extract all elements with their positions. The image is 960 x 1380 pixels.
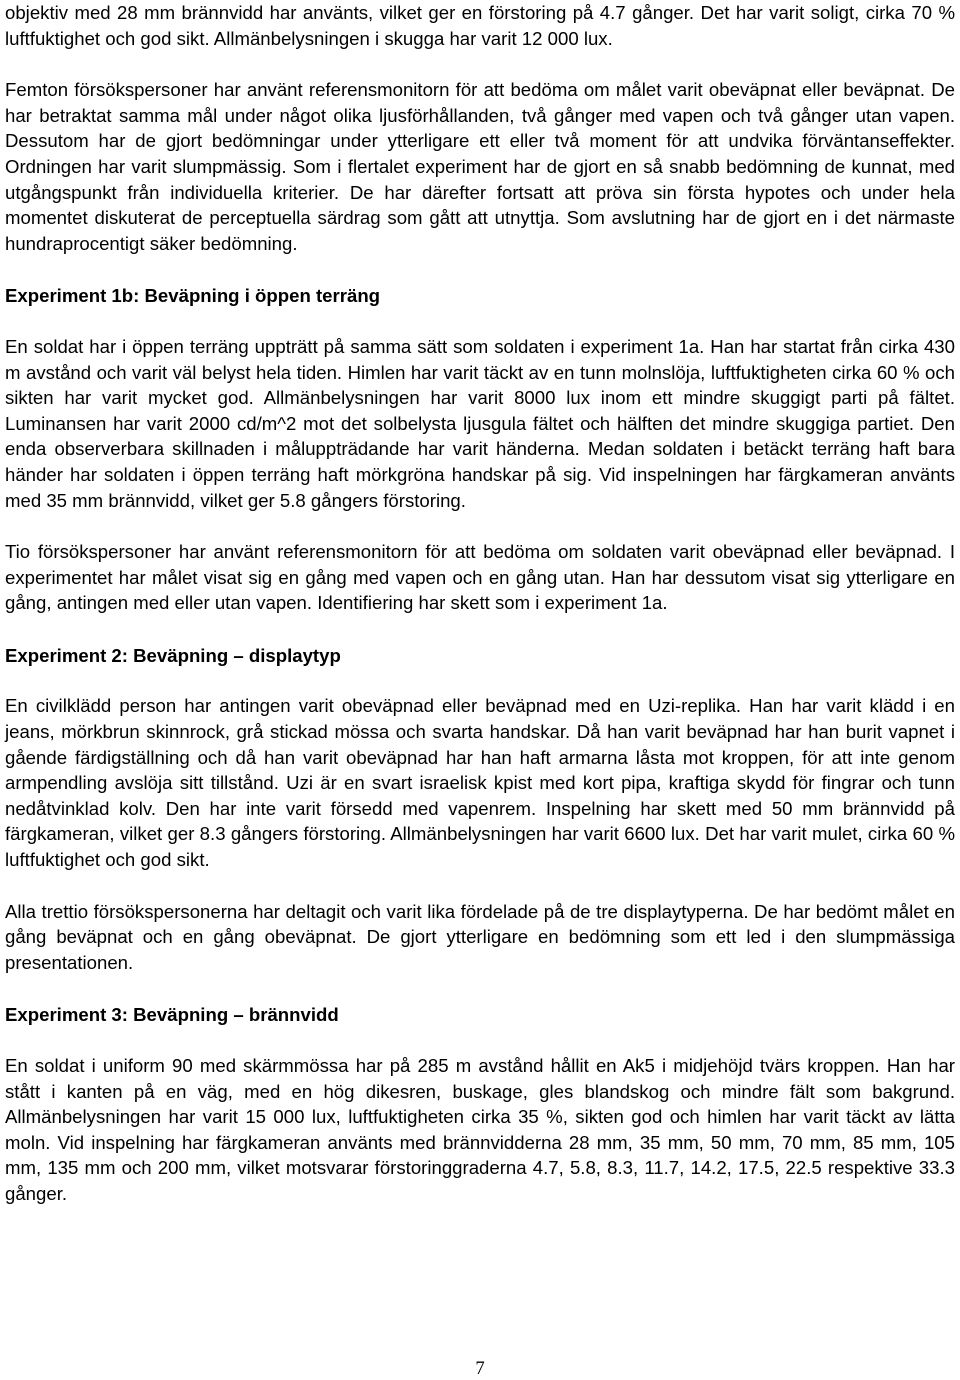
paragraph-exp1b-1: En soldat har i öppen terräng uppträtt på samma sätt som soldaten i experiment 1a. Han har startat från cirka 430 m avstånd och varit väl belyst hela tiden. Himlen har varit täckt av en tunn molnslöja, luftfuktigheten cirka 60 % och sikten har varit mycket god. Allmänbelysningen har varit 8000 lux inom ett mindre skuggigt parti på fältet. Luminansen har varit 2000 cd/m^2 mot det solbelysta ljusgula fältet och hälften det mindre skuggiga partiet. Den enda observerbara skillnaden i måluppträdande har varit händerna. Medan soldaten i betäckt terräng haft bara händer har soldaten i öppen terräng haft mörkgröna handskar på sig. Vid inspelningen har färgkameran använts med 35 mm brännvidd, vilket ger 5.8 gångers förstoring. bbox=[5, 335, 955, 511]
paragraph-intro-2: Femton försökspersoner har använt referensmonitorn för att bedöma om målet varit obeväpnat eller beväpnat. De har betraktat samma mål under något olika ljusförhållanden, två gånger med vapen och två gånger utan vapen. Dessutom har de gjort bedömningar under ytterligare ett eller två moment för att undvika förväntanseffekter. Ordningen har varit slumpmässig. Som i flertalet experiment har de gjort en så snabb bedömning de kunnat, med utgångspunkt från individuella kriterier. De har därefter fortsatt att pröva sin första hypotes och under hela momentet diskuterat de perceptuella särdrag som gått att utnyttja. Som avslutning har de gjort en i det närmaste hundraprocentigt säker bedömning. bbox=[5, 79, 955, 254]
heading-experiment-3: Experiment 3: Beväpning – brännvidd bbox=[5, 1004, 339, 1026]
paragraph-intro-1: objektiv med 28 mm brännvidd har använts, vilket ger en förstoring på 4.7 gånger. Det har varit soligt, cirka 70 % luftfuktighet och god sikt. Allmänbelysningen i skugga har varit 12 000 lux. bbox=[5, 2, 955, 49]
heading-experiment-2: Experiment 2: Beväpning – displaytyp bbox=[5, 644, 341, 666]
paragraph-exp1b-2: Tio försökspersoner har använt referensmonitorn för att bedöma om soldaten varit obeväpnad eller beväpnad. I experimentet har målet visat sig en gång med vapen och en gång utan. Han har dessutom visat sig ytterligare en gång, antingen med eller utan vapen. Identifiering har skett som i experiment 1a. bbox=[5, 541, 955, 614]
paragraph-exp2-2: Alla trettio försökspersonerna har deltagit och varit lika fördelade på de tre displaytyperna. De har bedömt målet en gång beväpnat och en gång obeväpnat. De gjort ytterligare en bedömning som ett led i den slumpmässiga presentationen. bbox=[5, 900, 955, 973]
paragraph-exp2-1: En civilklädd person har antingen varit obeväpnad eller beväpnad med en Uzi-replika. Han har varit klädd i en jeans, mörkbrun skinnrock, grå stickad mössa och svarta handskar. Då han varit beväpnad har han burit vapnet i gående färdigställning och då han varit obeväpnad har han haft armarna låsta mot kroppen, för att inte genom armpendling avslöja sitt tillstånd. Uzi är en svart israelisk kpist med kort pipa, kraftiga skydd för fingrar och tunn nedåtvinklad kolv. Den har inte varit försedd med vapenrem. Inspelning har skett med 50 mm brännvidd på färgkameran, vilket ger 8.3 gångers förstoring. Allmänbelysningen har varit 6600 lux. Det har varit mulet, cirka 60 % luftfuktighet och god sikt. bbox=[5, 695, 955, 871]
paragraph-exp3-1: En soldat i uniform 90 med skärmmössa har på 285 m avstånd hållit en Ak5 i midjehöjd tvärs kroppen. Han har stått i kanten på en väg, med en hög dikesren, buskage, gles blandskog och mindre fält som bakgrund. Allmänbelysningen har varit 15 000 lux, luftfuktigheten cirka 35 %, sikten god och himlen har varit täckt av lätta moln. Vid inspelning har färgkameran använts med brännvidderna 28 mm, 35 mm, 50 mm, 70 mm, 85 mm, 105 mm, 135 mm och 200 mm, vilket motsvarar förstoringgraderna 4.7, 5.8, 8.3, 11.7, 14.2, 17.5, 22.5 respektive 33.3 gånger. bbox=[5, 1055, 955, 1204]
heading-experiment-1b: Experiment 1b: Beväpning i öppen terräng bbox=[5, 285, 381, 307]
page-number: 7 bbox=[475, 1358, 485, 1379]
